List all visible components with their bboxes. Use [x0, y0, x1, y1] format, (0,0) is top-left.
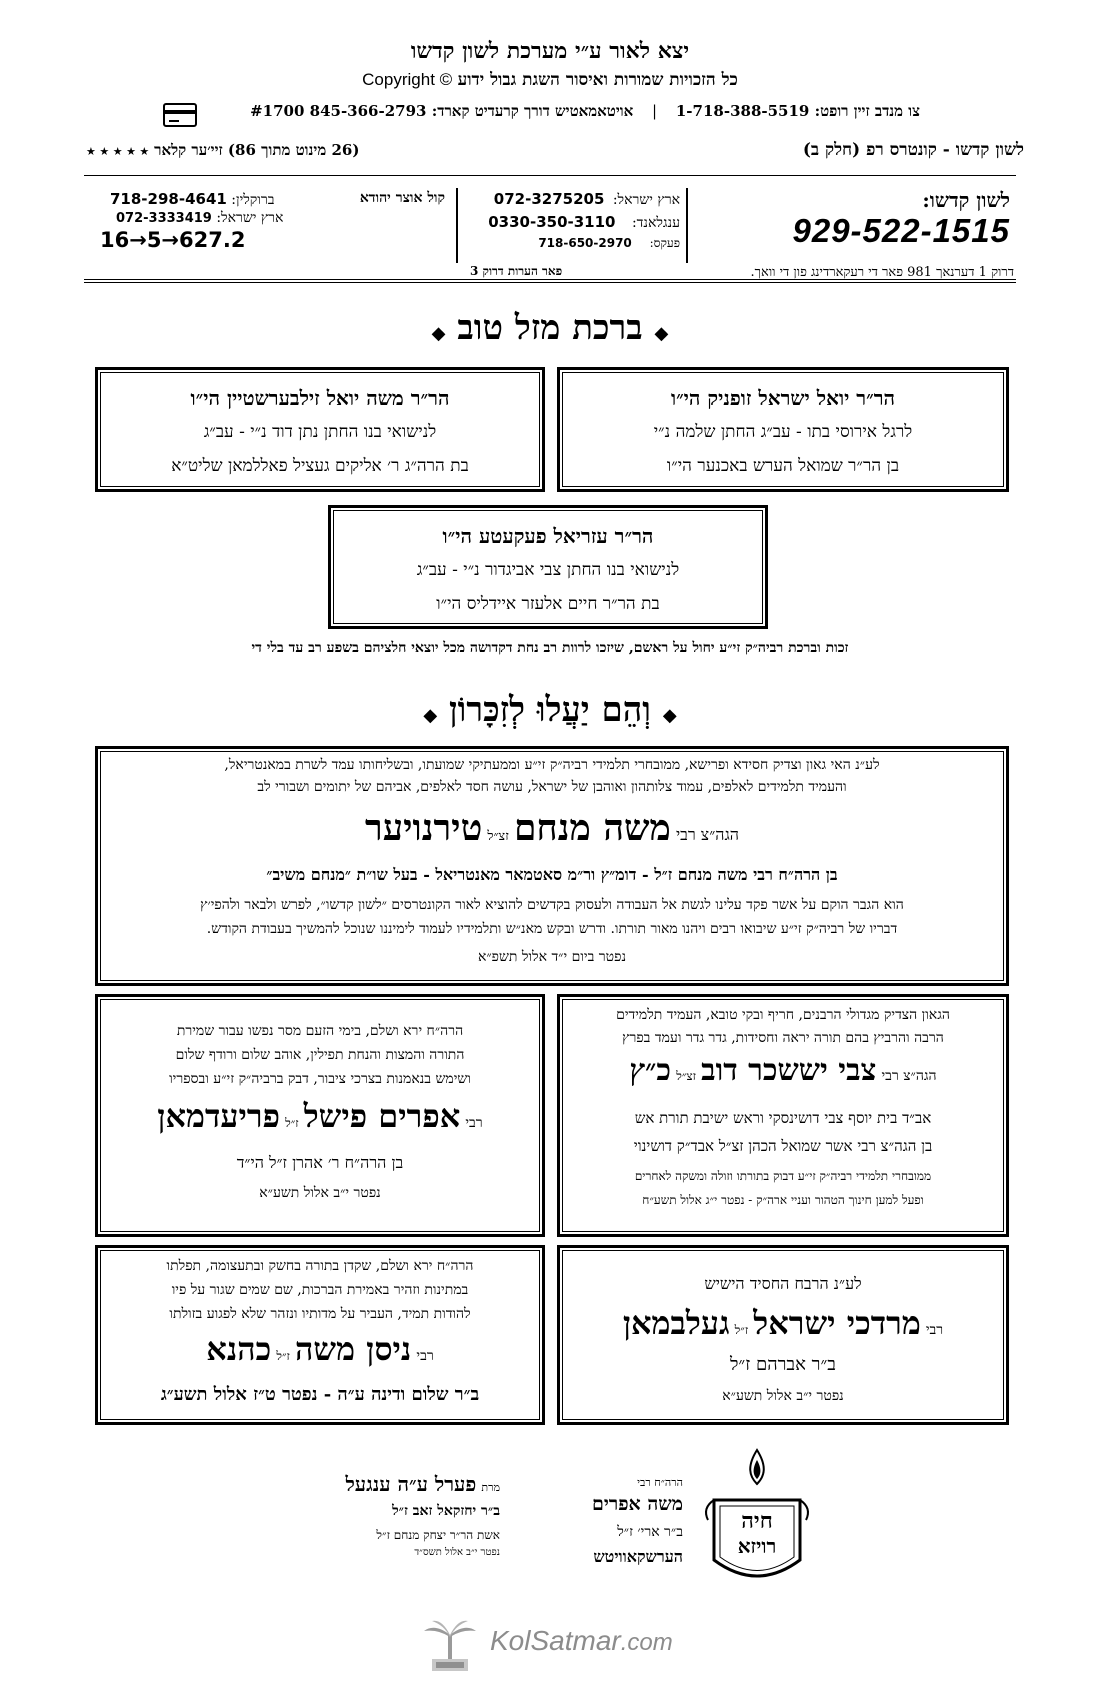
- reader-line: (26 מינוט מתוך 86) זיי׳ער קלאר: [154, 141, 360, 159]
- credit-line: אויטאמאטיש דורך קרעדיט קארד: 845-366-2793 #1700: [250, 102, 634, 120]
- kahn-line-6: ופעל למען חינוך הטהור ועניי ארה״ק - נפטר י״ג אלול תשע״ח: [642, 1193, 924, 1207]
- israel-label: ארץ ישראל:: [216, 210, 284, 226]
- main-desc-2: דבריו של רביה״ק זי״ע שיבואו רבים ויהנו מאור תורתו. ודרש ובקש מאנ״ש ותלמידיו לעמוד לימיננו שנוכל להמשיך בעבודת הקודש.: [206, 921, 898, 937]
- main-hotline-phone: 929-522-1515: [792, 212, 1010, 249]
- rights-row: [0, 70, 1100, 90]
- name-surname: טירנויער: [365, 807, 483, 849]
- site-watermark[interactable]: [490, 1625, 673, 1657]
- kahn-line-2: הרבה והרביץ בהם תורה יראה וחסידות, גדר גדר ועמד בפרץ: [622, 1030, 944, 1046]
- woman-title: מרת: [481, 1481, 500, 1494]
- gelbman-son-of: ב״ר אברהם ז״ל: [730, 1354, 836, 1375]
- name-zl: ז״ל: [285, 1116, 299, 1130]
- rabbi-son-of: ב״ר ארי׳ ז״ל: [617, 1524, 683, 1540]
- name-zl: ז״ל: [734, 1323, 749, 1337]
- blessing-line: זכות וברכת רביה״ק זי״ע יחול על ראשם, שיזכו לרוות רב נחת דקדושה מכל יוצאי חלציהם בשפע רב עד בלי די: [251, 640, 849, 656]
- name-prefix: הגה״צ רבי: [881, 1068, 937, 1084]
- box-line: לנישואי בנו החתן צבי אביגדור נ״י - עב״ג: [416, 560, 680, 580]
- main-desc-1: הוא הגבר הוקם על אשר פקד עלינו לגשת אל העבודה ולעסוק בקדשים להוציא לאור הקונטרסים ״לשון קדשו״, לפרש ולבאר ולהפי׳ץ: [200, 897, 904, 913]
- press-instructions: דרוק 1 דערנאך 981 פאר די רעקארדינג פון די וואך.: [750, 265, 1014, 280]
- box-line: הר״ר יואל ישראל זופניק הי״ו: [670, 386, 896, 410]
- kol-otzar-title: קול אוצר יהודא: [359, 190, 445, 206]
- rights-line: כל הזכויות שמורות ואיסור השגת גבול ידוע: [457, 70, 738, 90]
- main-died: נפטר ביום י״ד אלול תשפ״א: [477, 949, 627, 965]
- name-prefix: רבי: [416, 1348, 434, 1364]
- memorial-kohn-box: [95, 1245, 545, 1425]
- comments-instructions: פאר הערות דרוק 3: [470, 264, 563, 278]
- gelbman-name-row: [560, 1304, 1006, 1342]
- rabbi-title: הרה״ח רבי: [637, 1476, 683, 1489]
- friedman-died: נפטר י״ב אלול תשע״א: [259, 1185, 381, 1201]
- friedman-son-of: בן הרה״ח ר׳ אהרן ז״ל הי״ד: [236, 1153, 404, 1172]
- logo-top-text: חיה: [741, 1508, 773, 1534]
- mazel-tov-box-silberstein: [95, 367, 545, 492]
- box-line: לרגל אירוסי בתו - עב״ג החתן שלמה נ״י: [653, 422, 913, 442]
- mid-israel-label: ארץ ישראל:: [612, 192, 680, 208]
- main-intro-1: לע״נ האי גאון וצדיק חסידא ופרישא, ממובחרי תלמידי רביה״ק זי״ע וממעתיקי שמועתו, ובשליחותו עמד לשרת במאנטריאל,: [224, 757, 880, 773]
- friedman-line-3: ושימש בנאמנות בצרכי ציבור, דבק ברביה״ק זי״ע ובספריו: [169, 1071, 471, 1087]
- name-zl: זצ״ל: [487, 829, 509, 844]
- kohn-name-row: [98, 1330, 542, 1368]
- palm-tree-logo-icon: [420, 1615, 480, 1675]
- england-phone: 0330-350-3110: [488, 213, 616, 231]
- friedman-line-2: התורה והמצות והנחת תפילין, אוהב שלום ורודף שלום: [175, 1047, 465, 1063]
- fax-number: 718-650-2970: [538, 236, 632, 250]
- reader-row: [86, 141, 359, 160]
- site-tld: .com: [620, 1629, 673, 1656]
- mazel-tov-heading-text: ברכת מזל טוב: [457, 308, 643, 348]
- woman-father: ב״ר יחזקאל זאב ז״ל: [392, 1503, 500, 1519]
- name-zl: ז״ל: [276, 1349, 290, 1363]
- publisher-line: יצא לאור ע״י מערכת לשון קדשו: [410, 38, 690, 64]
- box-line: בת הר״ר חיים אלעזר איידליס הי״ו: [436, 594, 660, 614]
- copyright-label: Copyright ©: [362, 70, 453, 89]
- lashon-kodsho-block: [700, 188, 1010, 258]
- box-line: הר״ר משה יואל זילבערשטיין הי״ו: [190, 386, 450, 410]
- israel-phone: 072-3333419: [116, 211, 212, 226]
- name-surname: כ״ץ: [629, 1053, 672, 1088]
- memorial-friedman-box: [95, 994, 545, 1237]
- rabbi-name: משה אפרים: [592, 1493, 683, 1515]
- lashon-kodsho-label: לשון קדשו:: [922, 188, 1010, 212]
- phone-lines-block: [470, 190, 680, 275]
- dial-code: 16→5→627.2: [100, 228, 246, 252]
- name-surname: פריעדמאן: [157, 1097, 280, 1135]
- name-given: מרדכי ישראל: [753, 1304, 921, 1342]
- memorial-kahn-box: [557, 994, 1009, 1237]
- rabbi-surname: הערשקאוויטש: [593, 1547, 683, 1566]
- kahn-line-5: ממובחרי תלמידי רביה״ק זי״ע דבוק בתורתו וזולה ומשקה לאחרים: [634, 1169, 932, 1183]
- kohn-line-2: במתינות וזהיר באמירת הברכות, שם שמים שגור על פיו: [171, 1282, 469, 1298]
- fax-label: פעקס:: [649, 236, 680, 250]
- section-title: לשון קדשו - קונטרס רפ (חלק ב): [802, 140, 1024, 160]
- kohn-line-1: הרה״ח ירא ושלם, שקדן בתורה בחשק ובתעצומה, תפלתו: [166, 1258, 474, 1274]
- box-line: בת הרה״ג ר׳ אליקים געציל פאללמאן שליט״א: [171, 456, 469, 476]
- kahn-line-4: בן הגה״צ רבי אשר שמואל הכהן זצ״ל אבד״ק דושינוי: [633, 1137, 933, 1155]
- logo-bottom-text: רויזא: [737, 1534, 777, 1558]
- memorial-main-box: [95, 746, 1009, 986]
- kol-otzar-block: [100, 190, 445, 275]
- box-line: בן הר״ר שמואל הערש באכנער הי״ו: [666, 456, 900, 476]
- rabbi-dedication: [528, 1476, 683, 1567]
- box-line: לנישואי בנו החתן נתן דוד נ״י - עב״ג: [203, 422, 437, 442]
- main-name-row: [98, 807, 1006, 849]
- woman-husband: אשת הר״ר יצחק מנחם ז״ל: [376, 1528, 500, 1542]
- name-given: צבי יששכר דוב: [701, 1053, 877, 1088]
- gelbman-line-1: לע״נ הרבח החסיד הישיש: [704, 1274, 862, 1293]
- name-given: משה מנחם: [513, 807, 671, 849]
- name-given: ניסן משה: [295, 1330, 412, 1368]
- order-row: צו מנדב זיין רופט: 1-718-388-5519 | אויטאמאטיש דורך קרעדיט קארד: 845-366-2793 #1700: [250, 102, 920, 120]
- main-intro-2: והעמיד תלמידים לאלפים, עמוד צלותהון ואוהבן של ישראל, עושה חסד לאלפים, אביהם של יתומים ושבורי לב: [257, 779, 847, 795]
- woman-died: נפטר י״ב אלול תשס״ד: [414, 1547, 500, 1558]
- chaya-roiza-logo: [692, 1442, 822, 1592]
- england-label: ענגלאנד:: [631, 215, 680, 231]
- friedman-name-row: [98, 1097, 542, 1135]
- site-name: KolSatmar: [490, 1625, 621, 1656]
- rating-stars: ★ ★ ★ ★ ★: [86, 145, 150, 158]
- memorial-heading: ◆ וְהֵם יַעֲלוּ לְזִכָּרוֹן ◆: [423, 690, 677, 730]
- mazel-tov-box-pekete: [328, 505, 768, 629]
- friedman-line-1: הרה״ח ירא ושלם, בימי הזעם מסר נפשו עבור שמירת: [176, 1023, 464, 1039]
- woman-dedication: [300, 1472, 500, 1558]
- brooklyn-phone: 718-298-4641: [110, 190, 227, 208]
- brooklyn-label: ברוקלין:: [231, 192, 275, 208]
- kahn-name-row: [560, 1053, 1006, 1088]
- name-zl: זצ״ל: [676, 1069, 697, 1083]
- kahn-line-1: הגאון הצדיק מגדולי הרבנים, חריף ובקי טובא, העמיד תלמידים: [616, 1007, 950, 1023]
- box-line: הר״ר עזריאל פעקעטע הי״ו: [442, 524, 654, 548]
- name-surname: כהנא: [206, 1330, 272, 1368]
- memorial-heading-text: וְהֵם יַעֲלוּ לְזִכָּרוֹן: [449, 690, 651, 730]
- kohn-line-3: להודות תמיד, העביר על מדותיו ונזהר שלא לפגוע בזולתו: [169, 1306, 471, 1322]
- name-prefix: רבי: [925, 1322, 944, 1338]
- name-prefix: רבי: [465, 1115, 483, 1131]
- order-line: צו מנדב זיין רופט: 1-718-388-5519: [675, 102, 920, 120]
- woman-name: פערל ע״ה ענגעל: [345, 1472, 477, 1496]
- main-son-of: בן הרה״ח רבי משה מנחם ז״ל - דומ״ץ ור״מ סאטמאר מאנטריאל - בעל שו״ת ״מנחם משיב״: [266, 865, 838, 884]
- mazel-tov-box-zupnik: [557, 367, 1009, 492]
- credit-card-icon: [163, 103, 197, 127]
- memorial-gelbman-box: [557, 1245, 1009, 1425]
- name-surname: געלבמאן: [622, 1304, 730, 1342]
- gelbman-died: נפטר י״ב אלול תשע״א: [722, 1388, 844, 1404]
- kohn-son-of: ב״ר שלום ודינה ע״ה - נפטר ט״ז אלול תשע״ג: [160, 1384, 480, 1405]
- kahn-line-3: אב״ד בית יוסף צבי דושינסקי וראש ישיבת תורת אש: [634, 1109, 932, 1127]
- name-given: אפרים פישל: [303, 1097, 461, 1135]
- name-prefix: הגה״צ רבי: [675, 825, 739, 844]
- mid-israel-phone: 072-3275205: [493, 190, 605, 208]
- mazel-tov-heading: ◆ ברכת מזל טוב ◆: [431, 308, 669, 348]
